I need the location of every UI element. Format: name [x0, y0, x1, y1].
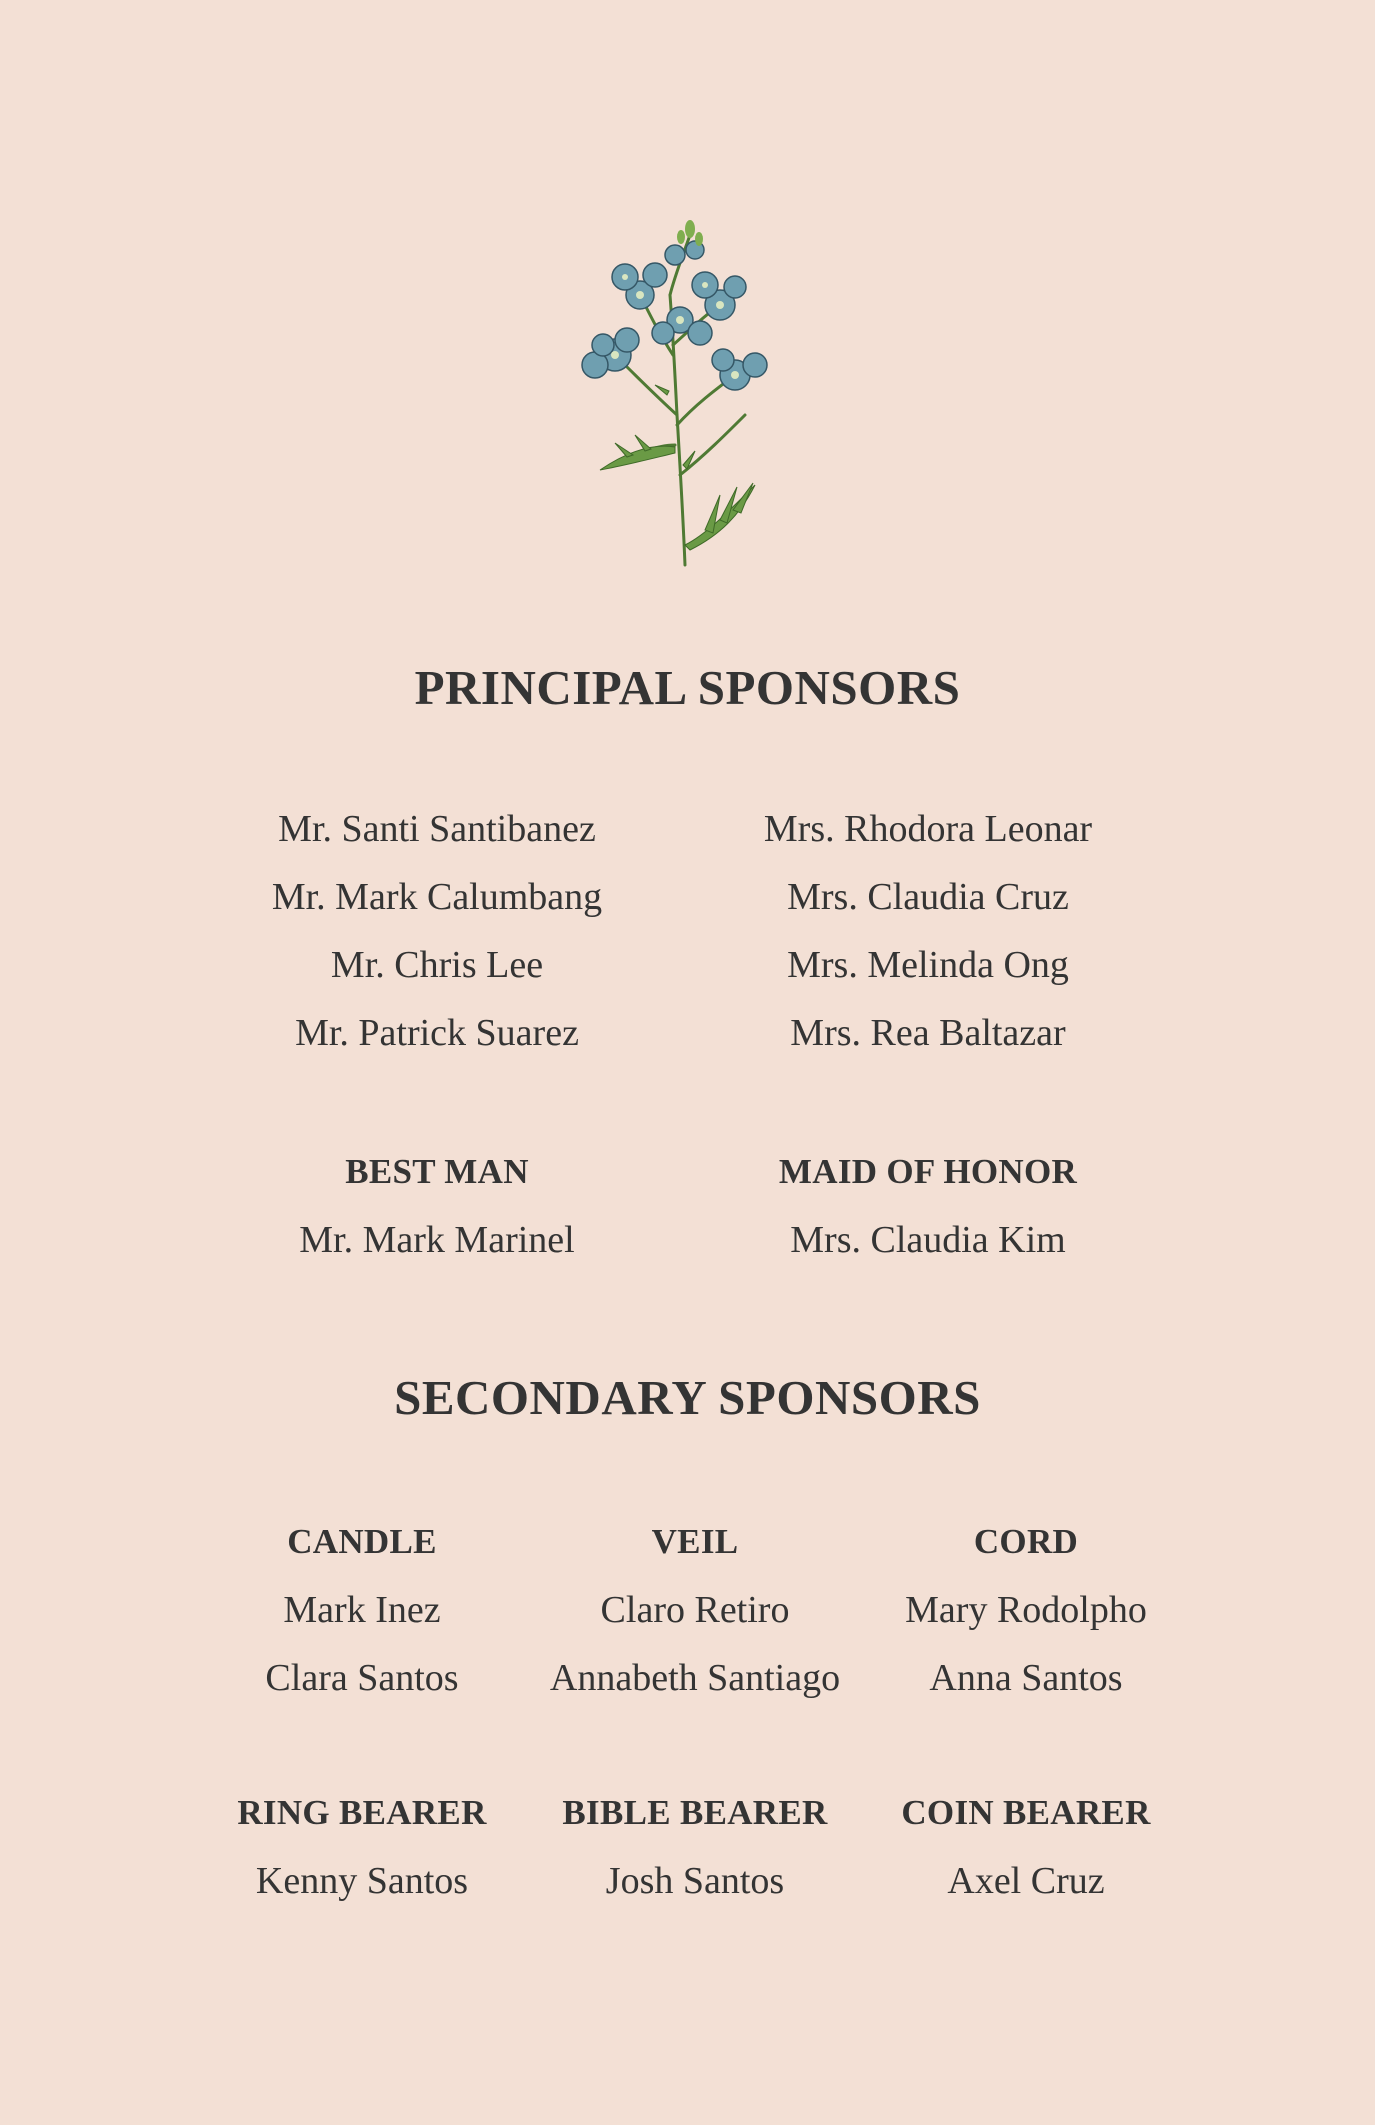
- list-item: Mary Rodolpho: [905, 1589, 1147, 1631]
- ring-bearer-label: RING BEARER: [237, 1793, 487, 1832]
- list-item: Mark Inez: [283, 1589, 441, 1631]
- best-man-label: BEST MAN: [345, 1152, 529, 1191]
- list-item: Mr. Chris Lee: [330, 944, 544, 986]
- cord-label: CORD: [973, 1522, 1079, 1561]
- bible-bearer-label: BIBLE BEARER: [562, 1793, 828, 1832]
- list-item: Anna Santos: [929, 1657, 1123, 1699]
- list-item: Annabeth Santiago: [549, 1657, 841, 1699]
- maid-of-honor-label: MAID OF HONOR: [778, 1152, 1078, 1191]
- veil-label: VEIL: [651, 1522, 739, 1561]
- principal-sponsors-male-list: [237, 795, 637, 1067]
- ring-bearer-block: [212, 1779, 512, 1915]
- list-item: Mr. Santi Santibanez: [278, 808, 596, 850]
- list-item: Mrs. Melinda Ong: [787, 944, 1069, 986]
- list-item: Mr. Patrick Suarez: [295, 1012, 579, 1054]
- principal-sponsors-heading: PRINCIPAL SPONSORS: [414, 660, 961, 715]
- cord-sponsors-block: [876, 1508, 1176, 1712]
- list-item: Mrs. Rea Baltazar: [790, 1012, 1066, 1054]
- coin-bearer-name: Axel Cruz: [947, 1860, 1105, 1902]
- list-item: Mrs. Rhodora Leonar: [763, 808, 1093, 850]
- list-item: Claro Retiro: [600, 1589, 790, 1631]
- coin-bearer-block: [876, 1779, 1176, 1915]
- candle-label: CANDLE: [287, 1522, 437, 1561]
- secondary-sponsors-heading: SECONDARY SPONSORS: [394, 1370, 981, 1425]
- coin-bearer-label: COIN BEARER: [901, 1793, 1151, 1832]
- bible-bearer-name: Josh Santos: [605, 1860, 785, 1902]
- best-man-name: Mr. Mark Marinel: [299, 1219, 575, 1261]
- maid-of-honor-block: [728, 1138, 1128, 1274]
- list-item: Clara Santos: [265, 1657, 459, 1699]
- blue-flower-illustration: [555, 215, 815, 575]
- principal-sponsors-female-list: [728, 795, 1128, 1067]
- list-item: Mr. Mark Calumbang: [271, 876, 603, 918]
- list-item: Mrs. Claudia Cruz: [787, 876, 1069, 918]
- maid-of-honor-name: Mrs. Claudia Kim: [790, 1219, 1066, 1261]
- bible-bearer-block: [530, 1779, 860, 1915]
- ring-bearer-name: Kenny Santos: [255, 1860, 469, 1902]
- veil-sponsors-block: [530, 1508, 860, 1712]
- candle-sponsors-block: [212, 1508, 512, 1712]
- best-man-block: [237, 1138, 637, 1274]
